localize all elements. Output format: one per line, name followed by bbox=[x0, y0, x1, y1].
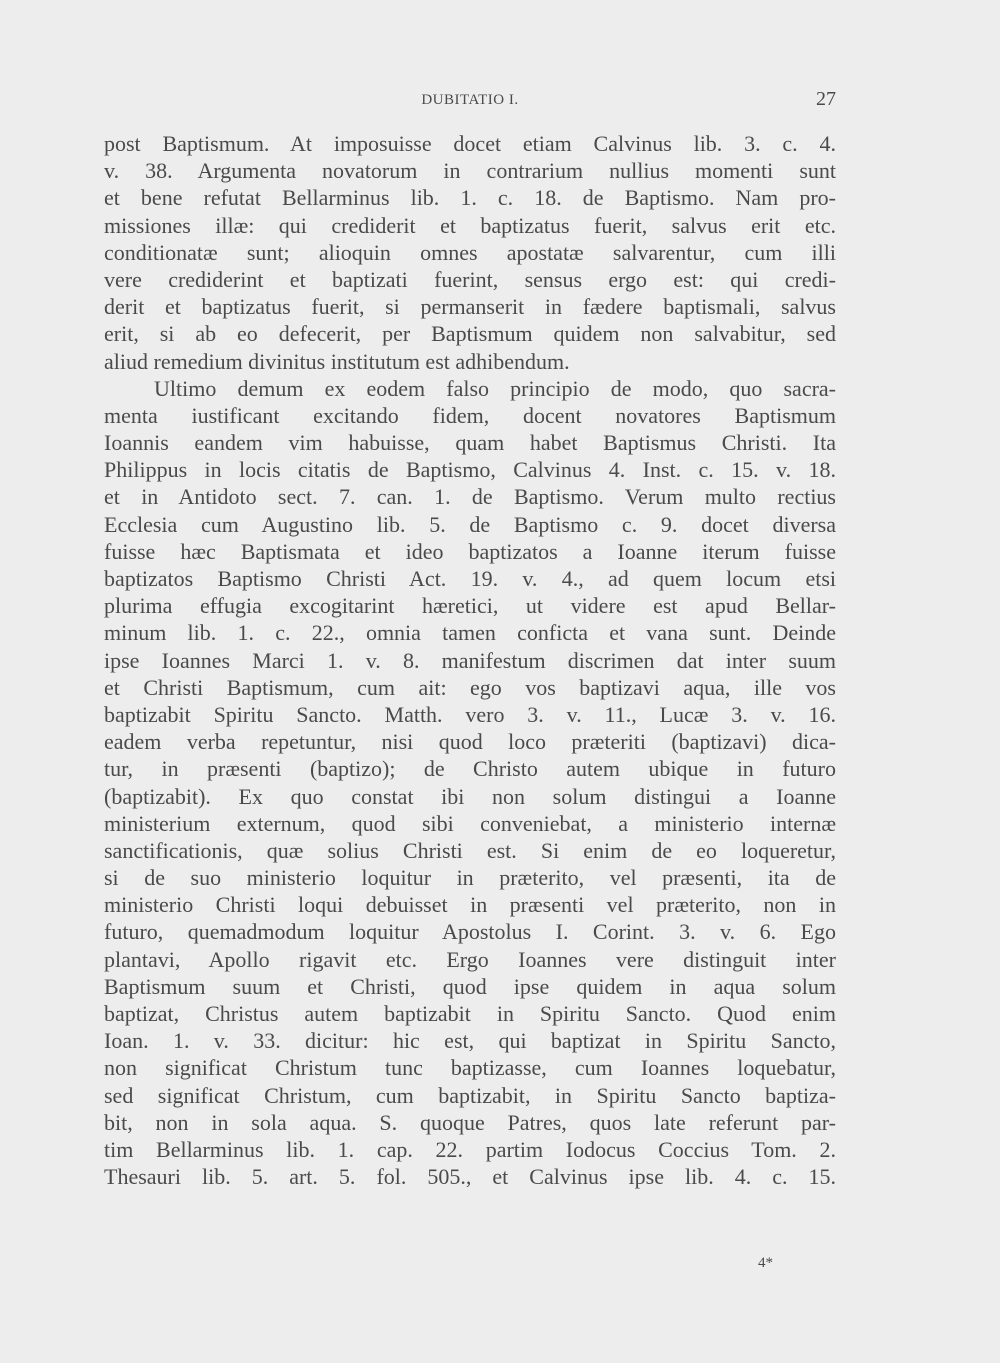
text-line: Thesauri lib. 5. art. 5. fol. 505., et Calvinus ipse lib. 4. c. 15. bbox=[104, 1164, 836, 1190]
text-line: baptizat, Christus autem baptizabit in Spiritu Sancto. Quod enim bbox=[104, 1001, 836, 1026]
text-line: (baptizabit). Ex quo constat ibi non solum distingui a Ioanne bbox=[104, 783, 836, 809]
text-line: missiones illæ: qui crediderit et baptizatus fuerit, salvus erit etc. bbox=[104, 212, 836, 238]
text-line: sed significat Christum, cum baptizabit, in Spiritu Sancto baptiza- bbox=[104, 1082, 836, 1108]
page-number: 27 bbox=[816, 88, 836, 110]
text-line: Ecclesia cum Augustino lib. 5. de Baptismo c. 9. docet diversa bbox=[104, 511, 836, 537]
text-line: ministerium externum, quod sibi conveniebat, a ministerio internæ bbox=[104, 810, 836, 836]
text-line: ministerio Christi loqui debuisset in præsenti vel præterito, non in bbox=[104, 892, 836, 918]
body-text bbox=[104, 130, 836, 1190]
paragraph-start-line: Ultimo demum ex eodem falso principio de modo, quo sacra- bbox=[154, 375, 836, 401]
text-line: tim Bellarminus lib. 1. cap. 22. partim Iodocus Coccius Tom. 2. bbox=[104, 1136, 836, 1162]
text-line: menta iustificant excitando fidem, docent novatores Baptismum bbox=[104, 402, 836, 428]
paragraph-end-line: aliud remedium divinitus institutum est adhibendum. bbox=[104, 348, 570, 374]
text-line: erit, si ab eo defecerit, per Baptismum quidem non salvabitur, sed bbox=[104, 321, 836, 347]
running-title: DUBITATIO I. bbox=[421, 92, 519, 108]
text-line: bit, non in sola aqua. S. quoque Patres, quos late referunt par- bbox=[104, 1109, 836, 1135]
text-line: ipse Ioannes Marci 1. v. 8. manifestum discrimen dat inter suum bbox=[104, 647, 836, 673]
text-line: plurima effugia excogitarint hæretici, ut videre est apud Bellar- bbox=[104, 593, 836, 619]
text-line: post Baptismum. At imposuisse docet etiam Calvinus lib. 3. c. 4. bbox=[104, 131, 836, 156]
text-line: tur, in præsenti (baptizo); de Christo autem ubique in futuro bbox=[104, 756, 836, 782]
text-line: et bene refutat Bellarminus lib. 1. c. 18. de Baptismo. Nam pro- bbox=[104, 185, 836, 211]
text-line: non significat Christum tunc baptizasse, cum Ioannes loquebatur, bbox=[104, 1055, 836, 1081]
text-line: Ioan. 1. v. 33. dicitur: hic est, qui baptizat in Spiritu Sancto, bbox=[104, 1028, 836, 1054]
text-line: plantavi, Apollo rigavit etc. Ergo Ioannes vere distinguit inter bbox=[104, 946, 836, 972]
text-line: Baptismum suum et Christi, quod ipse quidem in aqua solum bbox=[104, 973, 836, 999]
text-line: et Christi Baptismum, cum ait: ego vos baptizavi aqua, ille vos bbox=[104, 674, 836, 700]
text-line: sanctificationis, quæ solius Christi est. Si enim de eo loqueretur, bbox=[104, 837, 836, 863]
running-head bbox=[104, 88, 836, 114]
text-line: conditionatæ sunt; alioquin omnes apostatæ salvarentur, cum illi bbox=[104, 239, 836, 265]
text-line: vere crediderint et baptizati fuerint, sensus ergo est: qui credi- bbox=[104, 266, 836, 292]
text-line: Philippus in locis citatis de Baptismo, Calvinus 4. Inst. c. 15. v. 18. bbox=[104, 457, 836, 483]
text-line: baptizabit Spiritu Sancto. Matth. vero 3. v. 11., Lucæ 3. v. 16. bbox=[104, 701, 836, 727]
text-line: futuro, quemadmodum loquitur Apostolus I. Corint. 3. v. 6. Ego bbox=[104, 919, 836, 945]
text-line: si de suo ministerio loquitur in præterito, vel præsenti, ita de bbox=[104, 865, 836, 891]
text-line: baptizatos Baptismo Christi Act. 19. v. 4., ad quem locum etsi bbox=[104, 566, 836, 591]
text-line: v. 38. Argumenta novatorum in contrarium nullius momenti sunt bbox=[104, 158, 836, 184]
text-line: minum lib. 1. c. 22., omnia tamen conficta et vana sunt. Deinde bbox=[104, 620, 836, 646]
text-line: eadem verba repetuntur, nisi quod loco præteriti (baptizavi) dica- bbox=[104, 729, 836, 755]
text-line: fuisse hæc Baptismata et ideo baptizatos a Ioanne iterum fuisse bbox=[104, 538, 836, 564]
signature-mark: 4* bbox=[758, 1255, 773, 1271]
text-line: et in Antidoto sect. 7. can. 1. de Baptismo. Verum multo rectius bbox=[104, 484, 836, 510]
text-line: derit et baptizatus fuerit, si permanserit in fædere baptismali, salvus bbox=[104, 294, 836, 320]
text-line: Ioannis eandem vim habuisse, quam habet Baptismus Christi. Ita bbox=[104, 430, 836, 456]
